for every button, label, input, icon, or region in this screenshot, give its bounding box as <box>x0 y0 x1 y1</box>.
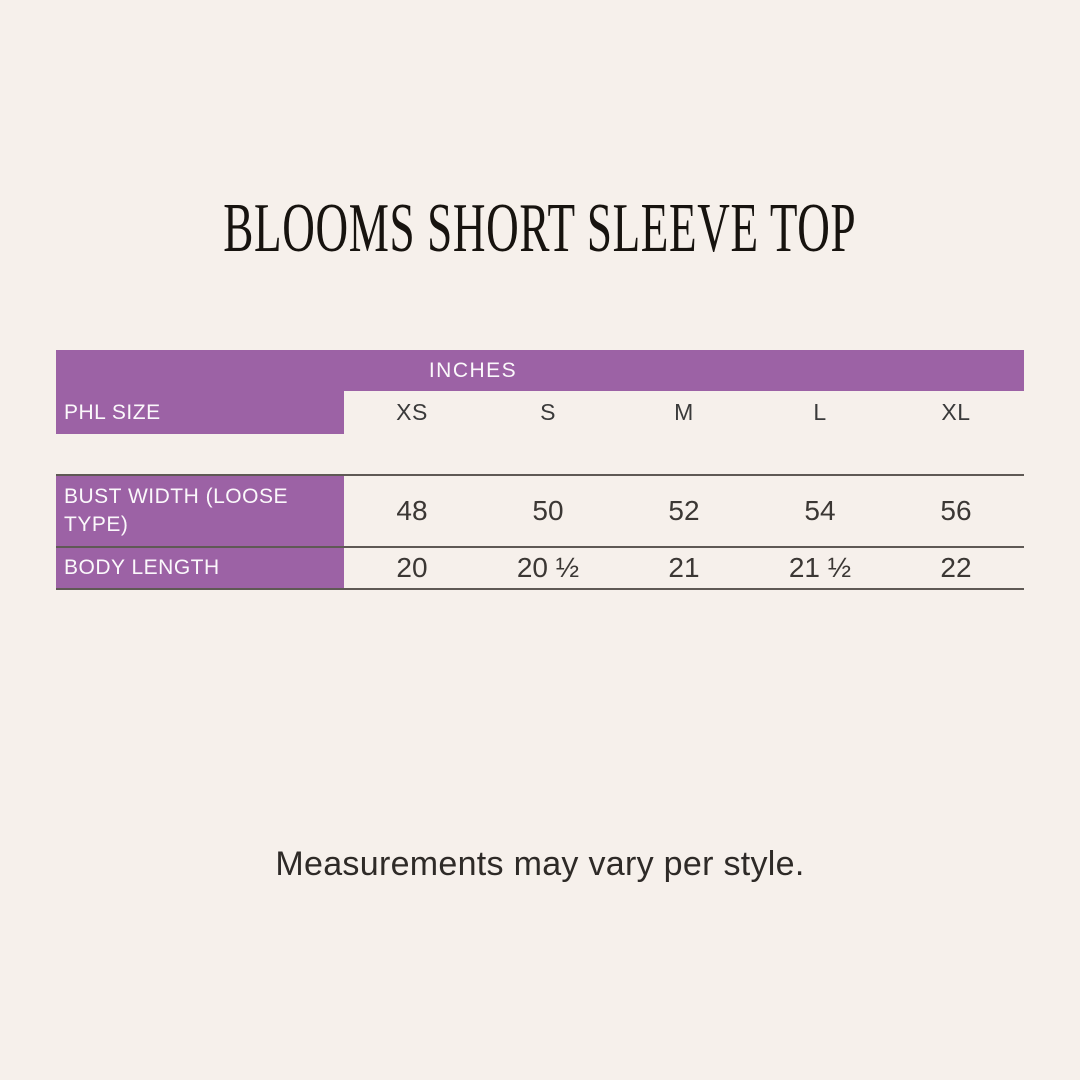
corner-header-cell <box>56 391 344 434</box>
table-row-bust-width <box>56 476 1024 546</box>
row-label-cell-body-length <box>56 548 344 588</box>
bust-width-value-s: 50 <box>532 495 564 526</box>
row-label-bust-width: BUST WIDTH (LOOSE TYPE) <box>64 485 288 536</box>
row-label-body-length: BODY LENGTH <box>64 556 220 579</box>
row-label-cell-bust-width <box>56 476 344 546</box>
body-length-value-s: 20 ½ <box>516 552 580 583</box>
body-length-value-m: 21 <box>668 552 700 583</box>
corner-header-label: PHL SIZE <box>64 400 161 424</box>
table-gap <box>56 434 1024 474</box>
body-length-value-xs: 20 <box>396 552 428 583</box>
body-length-value-l: 21 ½ <box>788 552 852 583</box>
bust-width-value-xs: 48 <box>396 495 428 526</box>
body-length-value-xl: 22 <box>940 552 972 583</box>
bust-width-value-m: 52 <box>668 495 700 526</box>
size-chart-table <box>56 350 1024 590</box>
bust-width-value-xl: 56 <box>940 495 972 526</box>
size-column-header-xl: XL <box>941 399 971 425</box>
unit-header-row <box>56 350 1024 391</box>
table-row-body-length <box>56 548 1024 588</box>
size-column-header-m: M <box>674 399 694 425</box>
measurement-disclaimer: Measurements may vary per style. <box>275 845 805 883</box>
divider-line-bottom <box>56 588 1024 590</box>
size-column-header-s: S <box>540 399 556 425</box>
bust-width-value-l: 54 <box>804 495 836 526</box>
size-column-header-l: L <box>813 399 827 425</box>
unit-header-label: INCHES <box>428 358 518 382</box>
product-title <box>0 190 1080 267</box>
size-header-row <box>56 391 1024 434</box>
product-title-text: BLOOMS SHORT SLEEVE TOP <box>223 190 857 267</box>
size-column-header-xs: XS <box>396 399 428 425</box>
